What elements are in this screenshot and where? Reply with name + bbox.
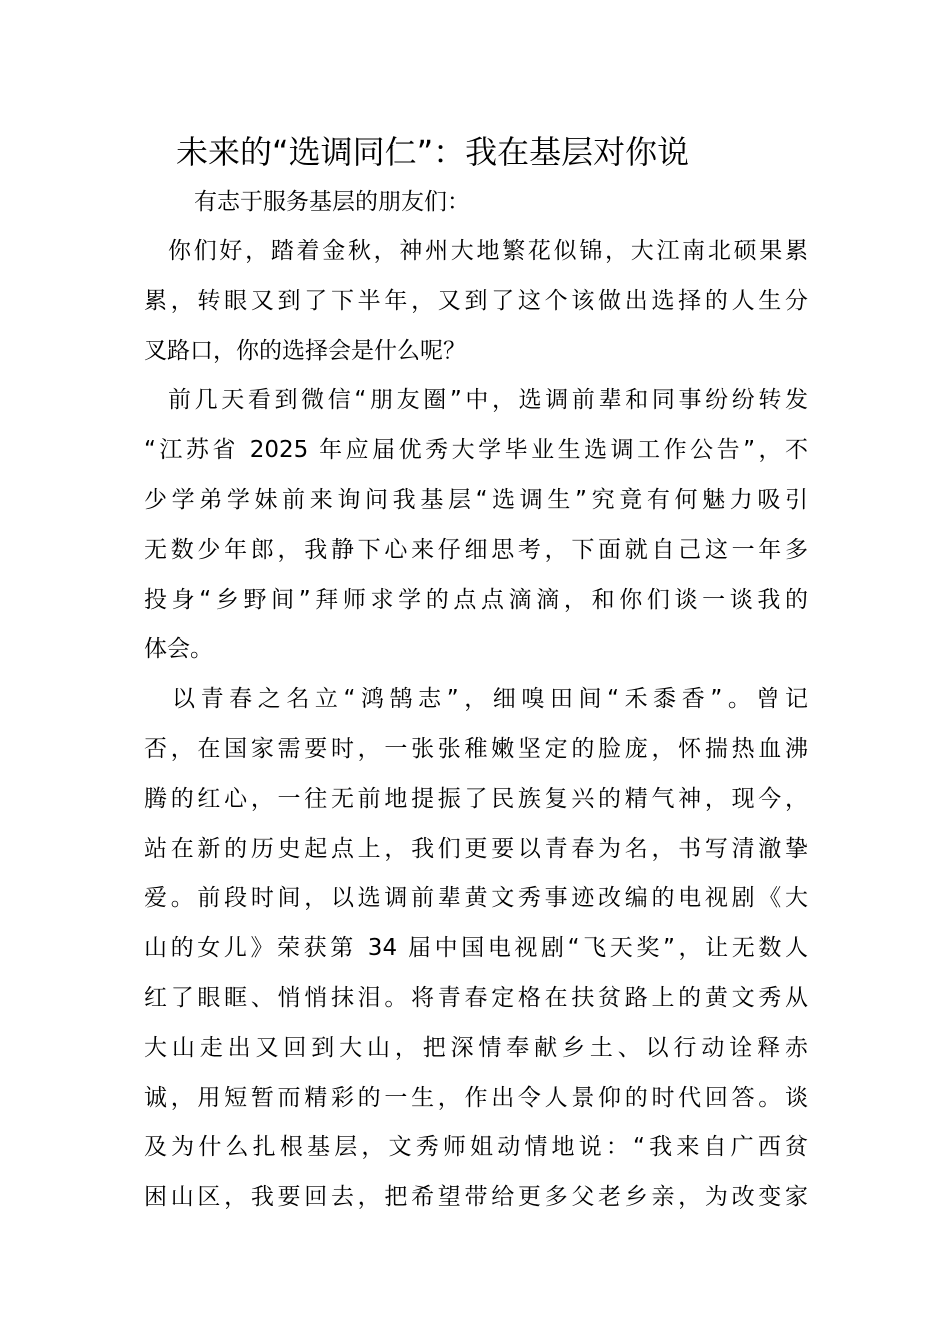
text-line: 叉路口，你的选择会是什么呢？ xyxy=(144,337,466,364)
text-line: 困山区，我要回去，把希望带给更多父老乡亲，为改变家 xyxy=(144,1184,808,1211)
document-title: 未来的“选调同仁”：我在基层对你说 xyxy=(176,133,690,171)
text-line: 以青春之名立“鸿鹄志”，细嗅田间“禾黍香”。曾记 xyxy=(172,686,808,713)
text-line: 累，转眼又到了下半年，又到了这个该做出选择的人生分 xyxy=(144,287,808,314)
text-line: 无数少年郎，我静下心来仔细思考，下面就自己这一年多 xyxy=(144,536,808,563)
text-line: 站在新的历史起点上，我们更要以青春为名，书写清澈挚 xyxy=(144,835,808,862)
text-line: 大山走出又回到大山，把深情奉献乡土、以行动诠释赤 xyxy=(144,1034,808,1061)
text-line: 前几天看到微信“朋友圈”中，选调前辈和同事纷纷转发 xyxy=(168,387,808,414)
text-line: “江苏省 2025 年应届优秀大学毕业生选调工作公告”，不 xyxy=(144,437,808,464)
text-line: 红了眼眶、悄悄抹泪。将青春定格在扶贫路上的黄文秀从 xyxy=(144,984,808,1011)
text-line: 山的女儿》荣获第 34 届中国电视剧“飞天奖”，让无数人 xyxy=(144,935,808,962)
text-line: 及为什么扎根基层，文秀师姐动情地说：“我来自广西贫 xyxy=(144,1134,808,1161)
text-line: 你们好，踏着金秋，神州大地繁花似锦，大江南北硕果累 xyxy=(168,238,808,264)
document-body xyxy=(144,227,808,1223)
text-line: 体会。 xyxy=(144,636,213,663)
text-line: 爱。前段时间，以选调前辈黄文秀事迹改编的电视剧《大 xyxy=(144,885,808,912)
salutation: 有志于服务基层的朋友们： xyxy=(194,189,470,215)
text-line: 诚，用短暂而精彩的一生，作出令人景仰的时代回答。谈 xyxy=(144,1084,808,1111)
text-line: 腾的红心，一往无前地提振了民族复兴的精气神，现今， xyxy=(144,785,808,812)
text-line: 少学弟学妹前来询问我基层“选调生”究竟有何魅力吸引 xyxy=(144,486,808,513)
text-line: 投身“乡野间”拜师求学的点点滴滴，和你们谈一谈我的 xyxy=(144,586,808,613)
text-line: 否，在国家需要时，一张张稚嫩坚定的脸庞，怀揣热血沸 xyxy=(144,735,808,762)
